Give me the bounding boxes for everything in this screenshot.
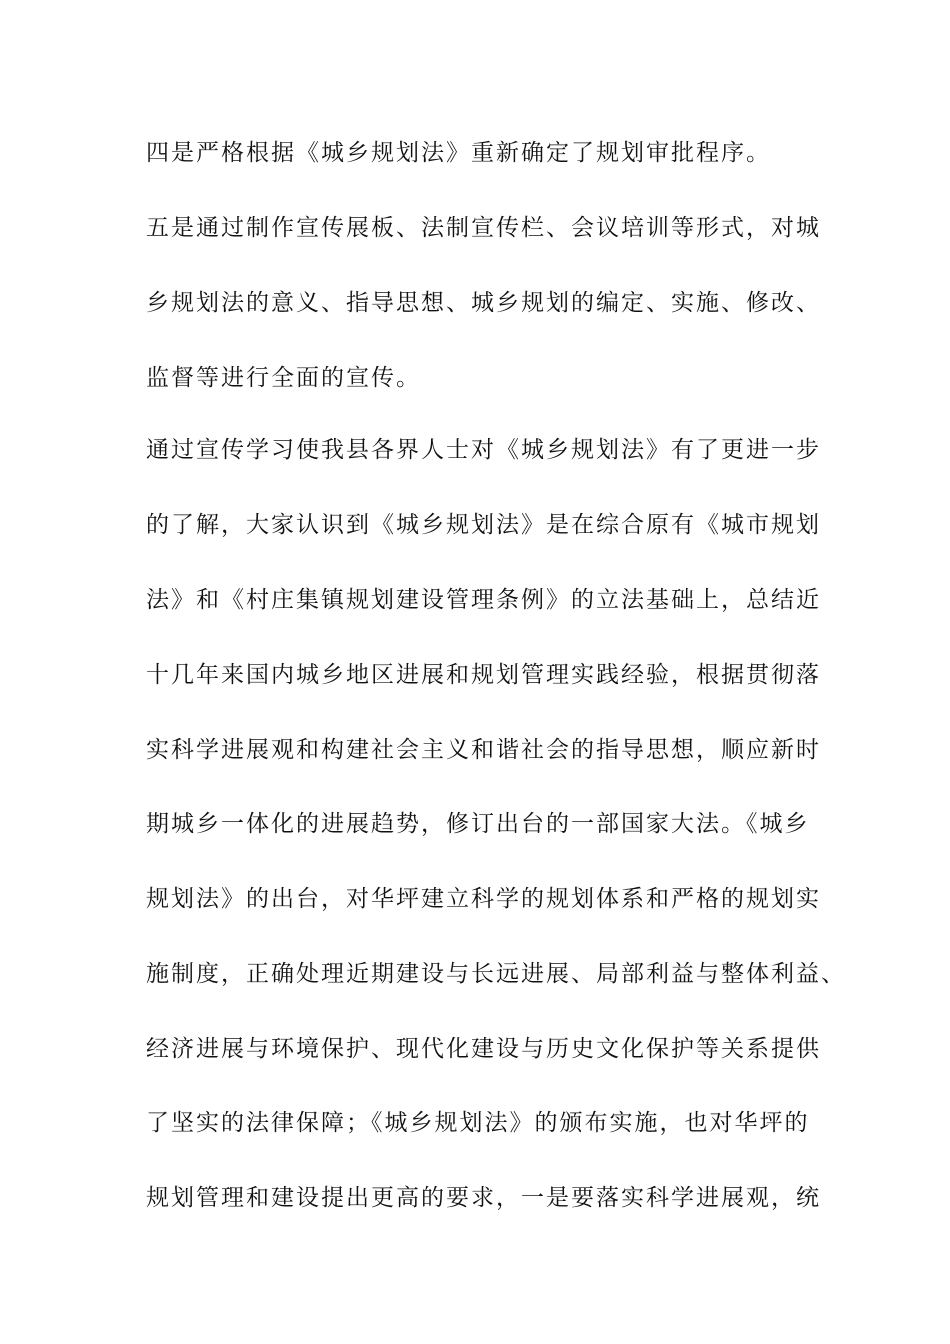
text-line: 通过宣传学习使我县各界人士对《城乡规划法》有了更进一步	[146, 437, 821, 463]
text-line: 十几年来国内城乡地区进展和规划管理实践经验，根据贯彻落	[146, 662, 821, 688]
text-line: 实科学进展观和构建社会主义和谐社会的指导思想，顺应新时	[146, 737, 821, 763]
text-line: 四是严格根据《城乡规划法》重新确定了规划审批程序。	[146, 140, 771, 166]
text-line: 法》和《村庄集镇规划建设管理条例》的立法基础上，总结近	[146, 587, 821, 613]
text-line: 监督等进行全面的宣传。	[146, 365, 421, 391]
text-line: 期城乡一体化的进展趋势，修订出台的一部国家大法。《城乡	[146, 811, 810, 837]
text-line: 的了解，大家认识到《城乡规划法》是在综合原有《城市规划	[146, 512, 821, 538]
text-line: 五是通过制作宣传展板、法制宣传栏、会议培训等形式，对城	[146, 215, 821, 241]
text-line: 施制度，正确处理近期建设与长远进展、局部利益与整体利益、	[146, 961, 846, 987]
text-line: 规划管理和建设提出更高的要求，一是要落实科学进展观，统	[146, 1185, 821, 1211]
text-line: 经济进展与环境保护、现代化建设与历史文化保护等关系提供	[146, 1036, 821, 1062]
text-line: 乡规划法的意义、指导思想、城乡规划的编定、实施、修改、	[146, 290, 821, 316]
text-line: 了坚实的法律保障；《城乡规划法》的颁布实施，也对华坪的	[146, 1110, 810, 1136]
text-line: 规划法》的出台，对华坪建立科学的规划体系和严格的规划实	[146, 886, 821, 912]
